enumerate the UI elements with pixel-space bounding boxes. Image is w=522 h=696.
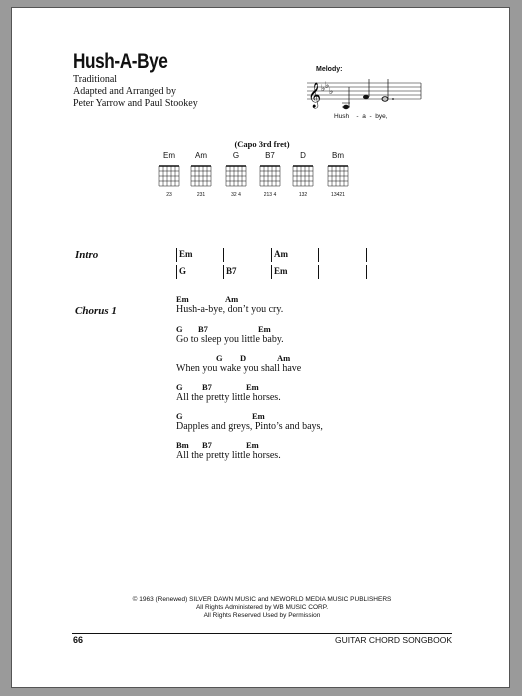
barline [223, 265, 224, 279]
chord-label: Em [246, 382, 259, 392]
songbook-page [11, 7, 510, 688]
credit-line: Adapted and Arranged by [73, 86, 177, 97]
copyright-line: All Rights Administered by WB MUSIC CORP. [195, 604, 329, 611]
svg-text:♭: ♭ [325, 81, 330, 91]
footer-divider [72, 633, 452, 634]
lyric-line: When you wake you shall have [176, 363, 302, 374]
barline [271, 265, 272, 279]
bar-chord: Am [274, 249, 288, 259]
chord-label: Em [252, 411, 265, 421]
section-label-chorus: Chorus 1 [75, 305, 117, 317]
chord-name: D [300, 151, 306, 160]
lyric-line: All the pretty little horses. [176, 450, 281, 461]
fretboard-grid [225, 160, 247, 187]
barline [271, 248, 272, 262]
chord-label: Am [277, 353, 291, 363]
chord-label: B7 [202, 382, 212, 392]
capo-note: (Capo 3rd fret) [234, 139, 290, 149]
chord-name: Am [195, 151, 207, 160]
song-title: Hush-A-Bye [73, 50, 168, 73]
fretboard-grid [327, 160, 349, 187]
fretboard-grid [158, 160, 180, 187]
chord-label: B7 [202, 440, 212, 450]
chord-diagram [253, 151, 287, 198]
fretboard-grid [190, 160, 212, 187]
chord-label: G [176, 411, 183, 421]
chord-fingering: 13421 [331, 192, 345, 198]
chord-diagram [286, 151, 320, 198]
chord-label: Em [176, 294, 189, 304]
chord-diagram [219, 151, 253, 198]
credit-line: Peter Yarrow and Paul Stookey [73, 98, 198, 109]
page-number: 66 [73, 635, 84, 645]
chord-name: B7 [265, 151, 275, 160]
chord-name: Bm [332, 151, 344, 160]
chord-label: G [216, 353, 223, 363]
bar-chord: Em [179, 249, 193, 259]
book-title: GUITAR CHORD SONGBOOK [335, 635, 452, 645]
section-label-intro: Intro [75, 249, 99, 261]
lyric-line: All the pretty little horses. [176, 392, 281, 403]
chord-name: Em [163, 151, 175, 160]
chord-fingering: 23 [166, 192, 172, 198]
barline [366, 265, 367, 279]
chord-label: G [176, 324, 183, 334]
chord-diagram [184, 151, 218, 198]
svg-text:♭: ♭ [329, 87, 334, 97]
melody-lyrics: Hush - a - bye, [334, 113, 388, 120]
barline [176, 265, 177, 279]
barline [176, 248, 177, 262]
bar-chord: G [179, 266, 187, 276]
lyric-line: Hush-a-bye, don’t you cry. [176, 304, 284, 315]
lyric-line: Dapples and greys, Pinto’s and bays, [176, 421, 323, 432]
barline [318, 265, 319, 279]
chord-label: D [240, 353, 247, 363]
melody-label: Melody: [316, 66, 343, 73]
fretboard-grid [292, 160, 314, 187]
credit-line: Traditional [73, 74, 118, 85]
song-credits [73, 74, 198, 110]
barline [223, 248, 224, 262]
chord-fingering: 231 [196, 192, 206, 198]
barline [318, 248, 319, 262]
chord-label: Em [246, 440, 259, 450]
chord-name: G [232, 151, 240, 160]
fretboard-grid [259, 160, 281, 187]
bar-chord: B7 [226, 266, 237, 276]
chord-label: Bm [176, 440, 189, 450]
chord-fingering: 32 4 [231, 192, 241, 198]
treble-clef-icon: 𝄞 [308, 83, 322, 108]
chord-diagram [321, 151, 355, 198]
bar-chord: Em [274, 266, 288, 276]
melody-staff [305, 71, 425, 113]
barline [366, 248, 367, 262]
chord-label: Em [258, 324, 271, 334]
chord-label: Am [225, 294, 239, 304]
copyright-line: All Rights Reserved Used by Permission [203, 612, 321, 619]
chord-fingering: 213 4 [263, 192, 277, 198]
lyric-line: Go to sleep you little baby. [176, 334, 284, 345]
chord-label: B7 [198, 324, 208, 334]
copyright-notice [72, 596, 452, 620]
copyright-line: © 1963 (Renewed) SILVER DAWN MUSIC and NEWORLD MEDIA MUSIC PUBLISHERS [132, 596, 392, 603]
chord-diagram [152, 151, 186, 198]
chord-fingering: 132 [298, 192, 308, 198]
chord-label: G [176, 382, 183, 392]
svg-text:♭: ♭ [321, 84, 326, 94]
